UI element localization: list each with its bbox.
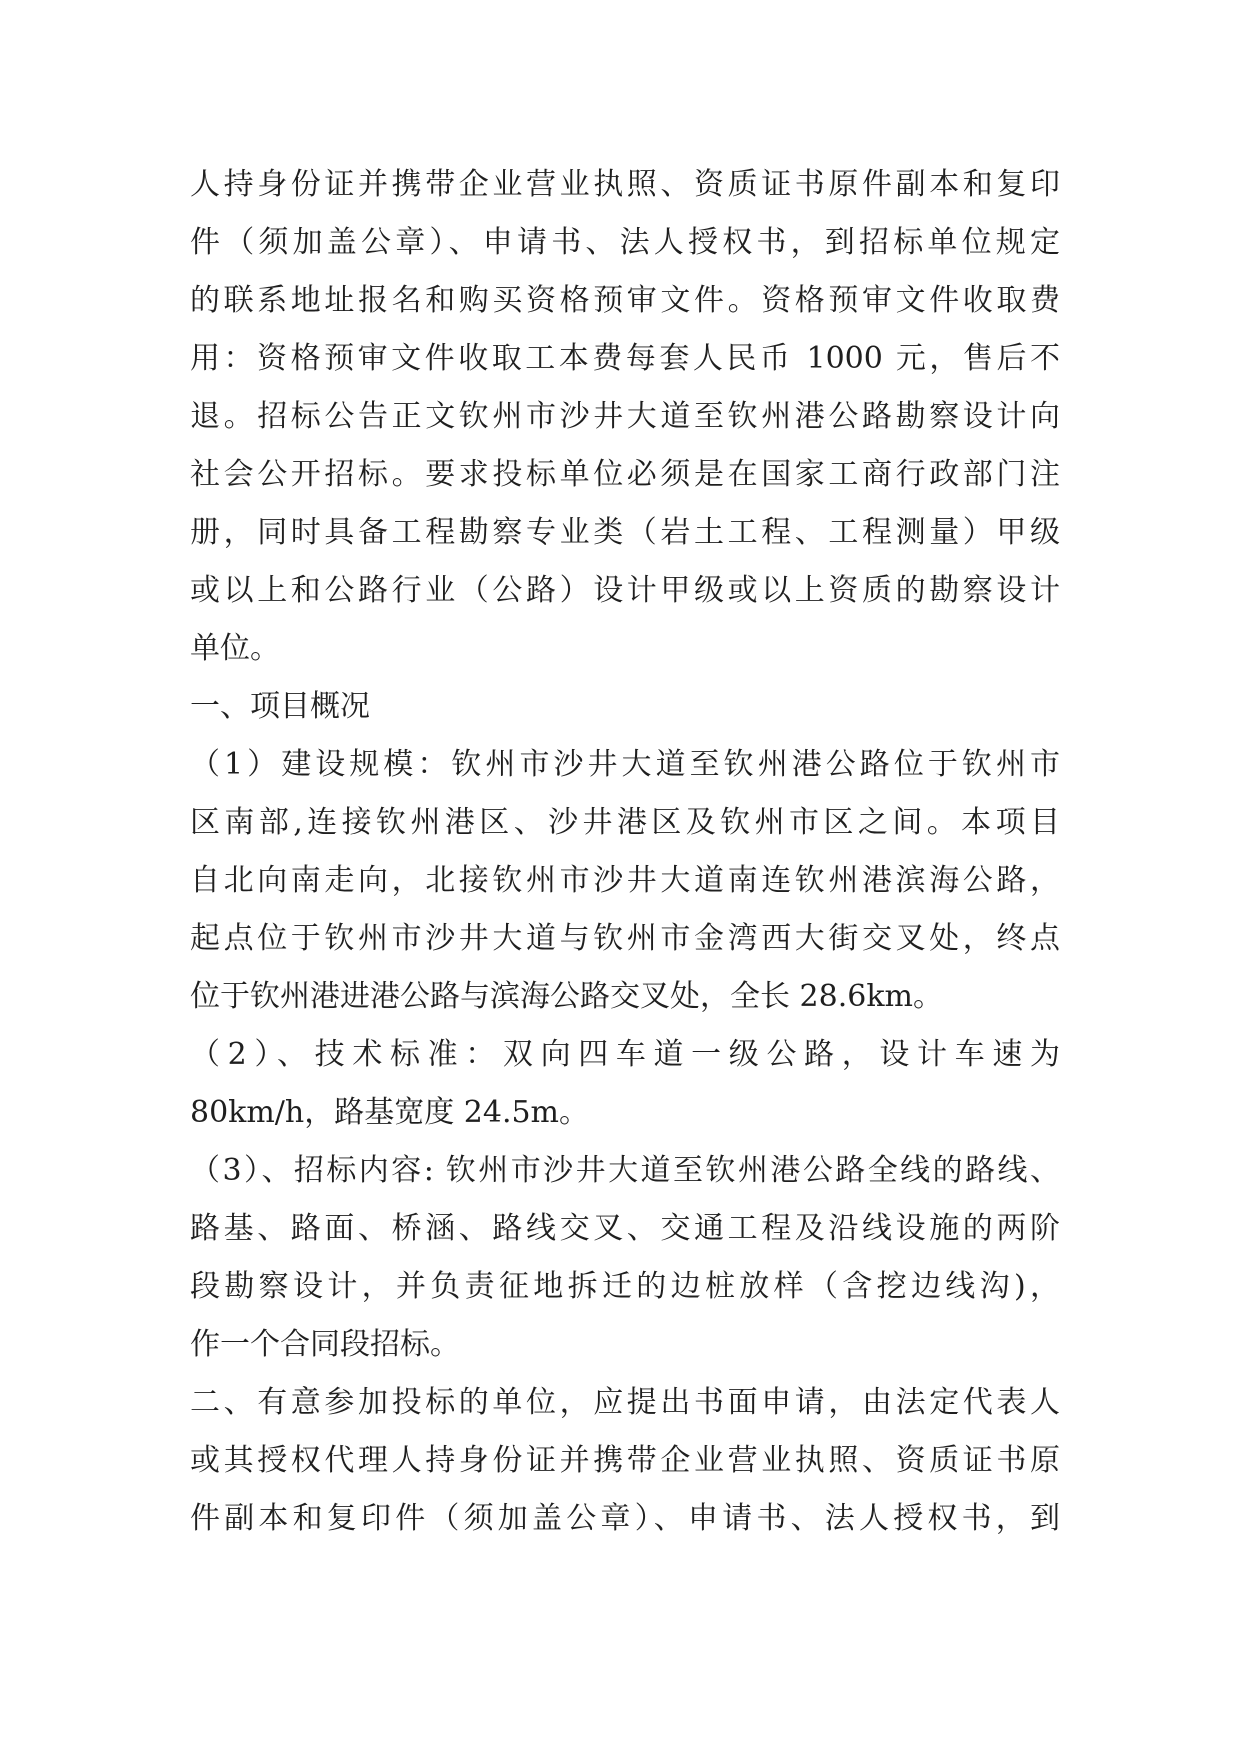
text-line: （1）建设规模：钦州市沙井大道至钦州港公路位于钦州市 — [190, 747, 1060, 782]
text-line: 80km/h，路基宽度 24.5m。 — [190, 1095, 590, 1130]
text-line: 或以上和公路行业（公路）设计甲级或以上资质的勘察设计 — [190, 573, 1060, 608]
text-line: 件（须加盖公章）、申请书、法人授权书，到招标单位规定 — [190, 225, 1060, 260]
text-line: 自北向南走向，北接钦州市沙井大道南连钦州港滨海公路， — [190, 863, 1060, 898]
text-line: 位于钦州港进港公路与滨海公路交叉处，全长 28.6km。 — [190, 979, 943, 1014]
text-line: 退。招标公告正文钦州市沙井大道至钦州港公路勘察设计向 — [190, 399, 1060, 434]
text-line: 二、有意参加投标的单位，应提出书面申请，由法定代表人 — [190, 1385, 1060, 1420]
text-line: 件副本和复印件（须加盖公章）、申请书、法人授权书，到 — [190, 1501, 1060, 1536]
text-line: 段勘察设计，并负责征地拆迁的边桩放样（含挖边线沟)， — [190, 1269, 1060, 1304]
text-line: （2）、技术标准：双向四车道一级公路，设计车速为 — [190, 1037, 1060, 1072]
text-line: 单位。 — [190, 631, 280, 666]
text-line: 或其授权代理人持身份证并携带企业营业执照、资质证书原 — [190, 1443, 1060, 1478]
text-line: 社会公开招标。要求投标单位必须是在国家工商行政部门注 — [190, 457, 1060, 492]
text-line: 区南部,连接钦州港区、沙井港区及钦州市区之间。本项目 — [190, 805, 1060, 840]
text-line: 人持身份证并携带企业营业执照、资质证书原件副本和复印 — [190, 167, 1060, 202]
text-line: 路基、路面、桥涵、路线交叉、交通工程及沿线设施的两阶 — [190, 1211, 1060, 1246]
text-line: 的联系地址报名和购买资格预审文件。资格预审文件收取费 — [190, 283, 1060, 318]
text-line: 起点位于钦州市沙井大道与钦州市金湾西大街交叉处，终点 — [190, 921, 1060, 956]
text-line: 用：资格预审文件收取工本费每套人民币 1000 元，售后不 — [190, 341, 1060, 376]
section-heading: 一、项目概况 — [190, 689, 370, 724]
text-line: 作一个合同段招标。 — [190, 1327, 460, 1362]
text-line: 册，同时具备工程勘察专业类（岩土工程、工程测量）甲级 — [190, 515, 1060, 550]
text-line: （3）、招标内容: 钦州市沙井大道至钦州港公路全线的路线、 — [190, 1153, 1060, 1188]
